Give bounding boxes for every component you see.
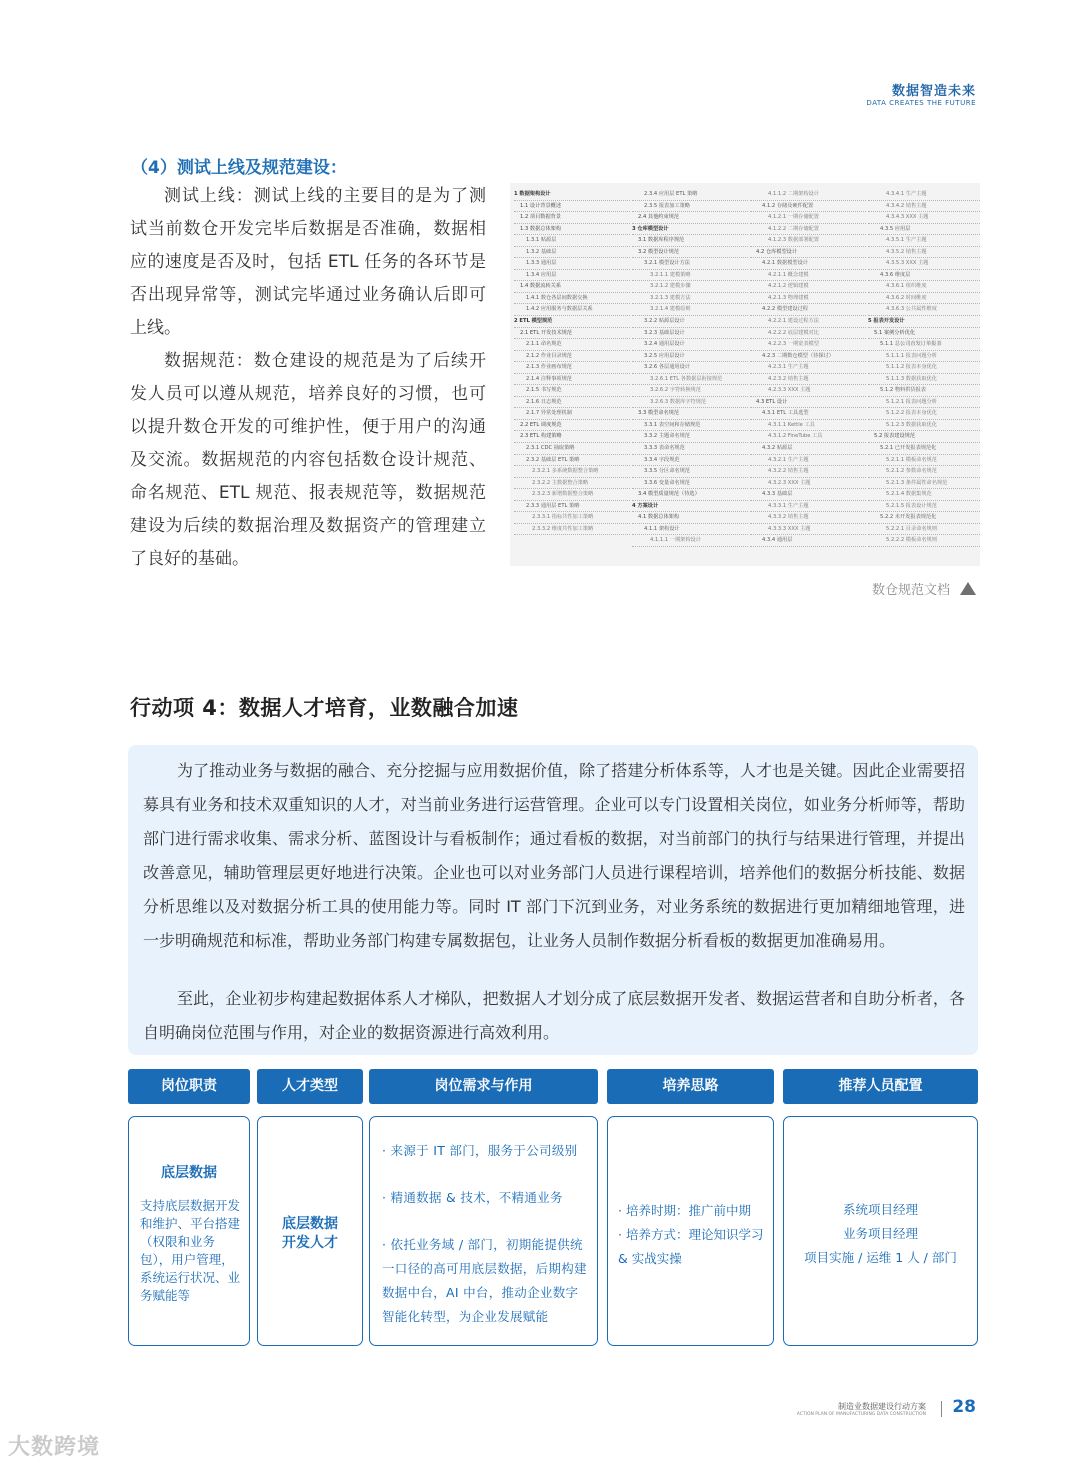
- page-number: 28: [952, 1397, 976, 1417]
- toc-entry: 4.3.6.2 时间维度: [868, 293, 980, 305]
- toc-entry: 3.3.1 表空间和存储规范: [632, 420, 748, 432]
- toc-entry: 4.1 数据总体架构: [632, 512, 748, 524]
- toc-entry: 4.1.2.1 一期存储配置: [750, 212, 866, 224]
- talent-type-line-1: 底层数据: [282, 1216, 338, 1232]
- toc-entry: 3.2 模型设计规范: [632, 247, 748, 259]
- toc-entry: 4.3.3.3 XXX 主题: [750, 524, 866, 536]
- toc-entry: 5.1.1.1 报表问题分析: [868, 351, 980, 363]
- toc-entry: 1.3.3 通用层: [514, 258, 630, 270]
- toc-entry: 5.1.2.3 数据获取优化: [868, 420, 980, 432]
- watermark: 大数跨境: [8, 1435, 101, 1460]
- toc-column: [632, 189, 748, 547]
- toc-entry: 4.2.1.3 物理建模: [750, 293, 866, 305]
- training-text: [618, 1199, 767, 1271]
- toc-entry: 4.2.2.3 一期宽表模型: [750, 339, 866, 351]
- toc-entry: 2.1.5 书写规范: [514, 385, 630, 397]
- toc-entry: 1 数据架构设计: [514, 189, 630, 201]
- brand-subtitle: DATA CREATES THE FUTURE: [866, 99, 976, 107]
- role-description: 支持底层数据开发和维护、平台搭建（权限和业务包），用户管理，系统运行状况、业务赋能等: [140, 1198, 241, 1303]
- cell-staffing: [783, 1116, 978, 1346]
- toc-entry: 3.2.6.3 数据库字符规范: [632, 397, 748, 409]
- toc-entry: 1.2 项目数据背景: [514, 212, 630, 224]
- toc-column: [868, 189, 980, 547]
- toc-entry: 2.2 ETL 调度规范: [514, 420, 630, 432]
- toc-entry: 4 方案设计: [632, 501, 748, 513]
- footer-doc-title: 制造业数据建设行动方案: [838, 1402, 926, 1411]
- footer-divider: [941, 1401, 942, 1417]
- toc-entry: 4.2.2.2 底层建模对比: [750, 328, 866, 340]
- header-training: 培养思路: [607, 1069, 774, 1104]
- requirement-2: · 精通数据 & 技术，不精通业务: [382, 1190, 563, 1205]
- toc-entry: 3.2.1.3 建模方法: [632, 293, 748, 305]
- toc-entry: 4.3.5.1 生产主题: [868, 235, 980, 247]
- training-period: · 培养时期：推广前中期: [618, 1203, 751, 1218]
- toc-entry: 4.2.2 模型建设过程: [750, 304, 866, 316]
- toc-entry: 3.4 模型质量规范（待选）: [632, 489, 748, 501]
- toc-entry: 3.3.2 主题命名规范: [632, 431, 748, 443]
- toc-entry: 4.3.4 通用层: [750, 535, 866, 547]
- toc-entry: 2.3.1 CDC 抽取策略: [514, 443, 630, 455]
- footer-doc-subtitle: ACTION PLAN OF MANUFACTURING DATA CONSTRUCTION: [796, 1412, 926, 1417]
- toc-entry: 5.2.1.3 条件属性命名规范: [868, 478, 980, 490]
- toc-entry: 2.1.2 作业目录规范: [514, 351, 630, 363]
- toc-column: [750, 189, 866, 547]
- toc-entry: 5.1.1.3 数据获取优化: [868, 374, 980, 386]
- section-heading: （4）测试上线及规范建设：: [131, 158, 347, 178]
- toc-entry: 4.3.3.2 销售主题: [750, 512, 866, 524]
- toc-entry: 4.2.1.1 概念建模: [750, 270, 866, 282]
- thumbnail-caption: 数仓规范文档: [871, 583, 950, 598]
- toc-entry: 2.1.6 日志规范: [514, 397, 630, 409]
- toc-entry: 4.1.1.2 二期架构设计: [750, 189, 866, 201]
- toc-entry: 5.2.1.4 数据集规范: [868, 489, 980, 501]
- toc-entry: 4.3.1.1 Kettle 工具: [750, 420, 866, 432]
- spec-document-thumbnail: [510, 183, 980, 566]
- toc-entry: 3.3 模型命名规范: [632, 408, 748, 420]
- requirement-3: · 依托业务域 / 部门，初期能提供统一口径的高可用底层数据，后期构建数据中台，AI 中台，推动企业数字智能化转型，为企业发展赋能: [382, 1237, 587, 1324]
- toc-entry: 3 仓库模型设计: [632, 224, 748, 236]
- toc-entry: 2.3.4 应用层 ETL 策略: [632, 189, 748, 201]
- toc-entry: 2.1.4 注释事项规范: [514, 374, 630, 386]
- cell-training: [607, 1116, 774, 1346]
- toc-entry: 1.3.2 基础层: [514, 247, 630, 259]
- action-item-title: 行动项 4：数据人才培育，业数融合加速: [130, 696, 519, 720]
- toc-entry: 2.1.3 作业画布规范: [514, 362, 630, 374]
- toc-entry: 2.3.2.3 新增数据整合策略: [514, 489, 630, 501]
- standards-paragraph: 数据规范：数仓建设的规范是为了后续开发人员可以遵从规范，培养良好的习惯，也可以提升数仓开发的可维护性，便于用户的沟通及交流。数据规范的内容包括数仓设计规范、命名规范、ETL 规范、报表规范等，数据规范建设为后续的数据治理及数据资产的管理建立了良好的基础。: [130, 351, 486, 569]
- toc-entry: 3.3.3 表命名规范: [632, 443, 748, 455]
- toc-entry: 2.3.2.1 多系统数据整合策略: [514, 466, 630, 478]
- toc-entry: 4.3.2.1 生产主题: [750, 455, 866, 467]
- toc-entry: 2.1.1 命名规范: [514, 339, 630, 351]
- staff-line-1: 系统项目经理: [842, 1202, 918, 1217]
- testing-paragraph: 测试上线：测试上线的主要目的是为了测试当前数仓开发完毕后数据是否准确，数据相应的速度是否及时，包括 ETL 任务的各环节是否出现异常等，测试完毕通过业务确认后即可上线。: [130, 186, 486, 338]
- toc-entry: 1.4 数据流转关系: [514, 281, 630, 293]
- toc-entry: 4.2 仓库模型设计: [750, 247, 866, 259]
- toc-entry: 4.3.2.3 XXX 主题: [750, 478, 866, 490]
- toc-entry: 5.2.1.1 模板命名规范: [868, 455, 980, 467]
- toc-entry: 4.2.3 二期数仓模型（待探讨）: [750, 351, 866, 363]
- toc-entry: 3.2.6 各层通用设计: [632, 362, 748, 374]
- toc-entry: 4.2.3.1 生产主题: [750, 362, 866, 374]
- toc-entry: 3.2.6.1 ETL 各数据层衔接规范: [632, 374, 748, 386]
- toc-entry: 2 ETL 模型规范: [514, 316, 630, 328]
- toc-entry: 3.2.6.2 字符转换规范: [632, 385, 748, 397]
- requirement-1: · 来源于 IT 部门，服务于公司级别: [382, 1143, 578, 1158]
- staff-line-3: 项目实施 / 运维 1 人 / 部门: [804, 1250, 957, 1265]
- toc-entry: 4.3.4.2 销售主题: [868, 201, 980, 213]
- toc-entry: 2.1 ETL 开发技术规范: [514, 328, 630, 340]
- info-paragraph-2: 至此，企业初步构建起数据体系人才梯队，把数据人才划分成了底层数据开发者、数据运营者和自助分析者，各自明确岗位范围与作用，对企业的数据资源进行高效利用。: [143, 989, 965, 1042]
- cell-requirements: [369, 1116, 598, 1346]
- toc-entry: 4.3.1.2 FineTube 工具: [750, 431, 866, 443]
- toc-entry: 4.1.2.2 二期存储配置: [750, 224, 866, 236]
- toc-entry: 2.3.3 通用层 ETL 策略: [514, 501, 630, 513]
- toc-entry: 1.3 数据总体架构: [514, 224, 630, 236]
- info-paragraph-1: 为了推动业务与数据的融合、充分挖掘与应用数据价值，除了搭建分析体系等，人才也是关键。因此企业需要招募具有业务和技术双重知识的人才，对当前业务进行运营管理。企业可以专门设置相关岗位，如业务分析师等，帮助部门进行需求收集、需求分析、蓝图设计与看板制作；通过看板的数据，对当前部门的执行与结果进行管理，并提出改善意见，辅助管理层更好地进行决策。企业也可以对业务部门人员进行课程培训，培养他们的数据分析技能、数据分析思维以及对数据分析工具的使用能力等。同时 IT 部门下沉到业务，对业务系统的数据进行更加精细地管理，进一步明确规范和标准，帮助业务部门构建专属数据包，让业务人员制作数据分析看板的数据更加准确易用。: [143, 761, 965, 950]
- toc-entry: 4.3.6 维度层: [868, 270, 980, 282]
- toc-entry: 2.3 ETL 构建策略: [514, 431, 630, 443]
- toc-entry: 4.2.1.2 逻辑建模: [750, 281, 866, 293]
- cell-role: [128, 1116, 250, 1346]
- toc-entry: 4.3.1 ETL 工具选型: [750, 408, 866, 420]
- role-title: 底层数据: [161, 1165, 217, 1181]
- toc-entry: 5 报表开发设计: [868, 316, 980, 328]
- toc-entry: 4.3.2 贴源层: [750, 443, 866, 455]
- toc-entry: 1.3.1 贴源层: [514, 235, 630, 247]
- toc-entry: 4.1.2.3 数据部署配置: [750, 235, 866, 247]
- toc-entry: 1.1 设计背景概述: [514, 201, 630, 213]
- toc-entry: 4.3.6.3 公共属性维度: [868, 304, 980, 316]
- toc-entry: 5.1.1 总公司直发订单报表: [868, 339, 980, 351]
- toc-entry: 3.2.2 贴源层设计: [632, 316, 748, 328]
- toc-entry: 2.3.3.1 指标共性加工策略: [514, 512, 630, 524]
- toc-entry: 4.3.2.2 销售主题: [750, 466, 866, 478]
- toc-entry: 3.3.5 分区命名规范: [632, 466, 748, 478]
- toc-entry: 5.2.2.2 模板命名规则: [868, 535, 980, 547]
- toc-entry: 5.2.2.1 目录命名规则: [868, 524, 980, 536]
- toc-entry: 5.1 案例分析优化: [868, 328, 980, 340]
- toc-entry: 4.2.1 数据模型设计: [750, 258, 866, 270]
- header-role: 岗位职责: [128, 1069, 250, 1104]
- toc-entry: 4.2.3.2 销售主题: [750, 374, 866, 386]
- toc-entry: 5.1.2.2 报表本身优化: [868, 408, 980, 420]
- toc-entry: 3.2.1.1 建模策略: [632, 270, 748, 282]
- staff-line-2: 业务项目经理: [842, 1226, 918, 1241]
- toc-entry: 4.3.3.1 生产主题: [750, 501, 866, 513]
- toc-entry: 5.2 报表建设规范: [868, 431, 980, 443]
- toc-entry: 1.4.2 应用服务与数据层关系: [514, 304, 630, 316]
- toc-entry: 2.3.3.2 维度共性加工策略: [514, 524, 630, 536]
- training-method: · 培养方式：理论知识学习 & 实战实操: [618, 1227, 764, 1266]
- toc-entry: 5.2.1 已开发报表规范化: [868, 443, 980, 455]
- toc-entry: 4.3.4.1 生产主题: [868, 189, 980, 201]
- toc-entry: 4.2.3.3 XXX 主题: [750, 385, 866, 397]
- toc-entry: 4.3.5 应用层: [868, 224, 980, 236]
- toc-entry: 3.1 数据库程序规范: [632, 235, 748, 247]
- toc-entry: 3.3.6 变量命名规范: [632, 478, 748, 490]
- talent-type: [258, 1215, 362, 1253]
- header-staffing: 推荐人员配置: [783, 1069, 978, 1104]
- toc-entry: 1.4.1 数仓各层间数据交换: [514, 293, 630, 305]
- toc-entry: 3.3.4 字段规范: [632, 455, 748, 467]
- toc-entry: 4.1.1 架构设计: [632, 524, 748, 536]
- toc-entry: 5.1.2.1 报表问题分析: [868, 397, 980, 409]
- toc-entry: 3.2.1.2 建模步骤: [632, 281, 748, 293]
- toc-entry: 4.3.5.3 XXX 主题: [868, 258, 980, 270]
- triangle-icon: [960, 582, 976, 595]
- toc-entry: 4.3 ETL 设计: [750, 397, 866, 409]
- toc-entry: 3.2.4 通用层设计: [632, 339, 748, 351]
- header-talent-type: 人才类型: [257, 1069, 363, 1104]
- toc-column: [514, 189, 630, 535]
- toc-entry: 2.3.2.2 主数据整合策略: [514, 478, 630, 490]
- toc-entry: 5.1.2 物料供货报表: [868, 385, 980, 397]
- toc-entry: 2.3.2 基础层 ETL 策略: [514, 455, 630, 467]
- toc-entry: 1.3.4 应用层: [514, 270, 630, 282]
- toc-entry: 2.1.7 异常处理机制: [514, 408, 630, 420]
- toc-entry: 5.2.2 未开发报表规范化: [868, 512, 980, 524]
- toc-entry: 5.2.1.5 报表设计规范: [868, 501, 980, 513]
- toc-entry: 4.1.1.1 一期架构设计: [632, 535, 748, 547]
- talent-type-line-2: 开发人才: [282, 1235, 338, 1251]
- toc-entry: 4.3.5.2 销售主题: [868, 247, 980, 259]
- toc-entry: 3.2.1.4 建模原则: [632, 304, 748, 316]
- info-box: [128, 745, 978, 1055]
- toc-entry: 2.4 其他约束规范: [632, 212, 748, 224]
- toc-entry: 5.1.1.2 报表本身优化: [868, 362, 980, 374]
- toc-entry: 4.3.6.1 组织维度: [868, 281, 980, 293]
- header-requirements: 岗位需求与作用: [369, 1069, 598, 1104]
- toc-entry: 3.2.3 基础层设计: [632, 328, 748, 340]
- toc-entry: 3.2.5 应用层设计: [632, 351, 748, 363]
- toc-entry: 2.3.5 报表加工策略: [632, 201, 748, 213]
- toc-entry: 3.2.1 模型设计方法: [632, 258, 748, 270]
- toc-entry: 4.3.4.3 XXX 主题: [868, 212, 980, 224]
- toc-entry: 4.1.2 存储及硬件配置: [750, 201, 866, 213]
- brand-title: 数据智造未来: [891, 84, 976, 99]
- toc-entry: 5.2.1.2 参数命名规范: [868, 466, 980, 478]
- toc-entry: 4.2.2.1 建设过程方法: [750, 316, 866, 328]
- toc-entry: 4.3.3 基础层: [750, 489, 866, 501]
- cell-talent-type: [257, 1116, 363, 1346]
- staffing-text: [784, 1198, 977, 1270]
